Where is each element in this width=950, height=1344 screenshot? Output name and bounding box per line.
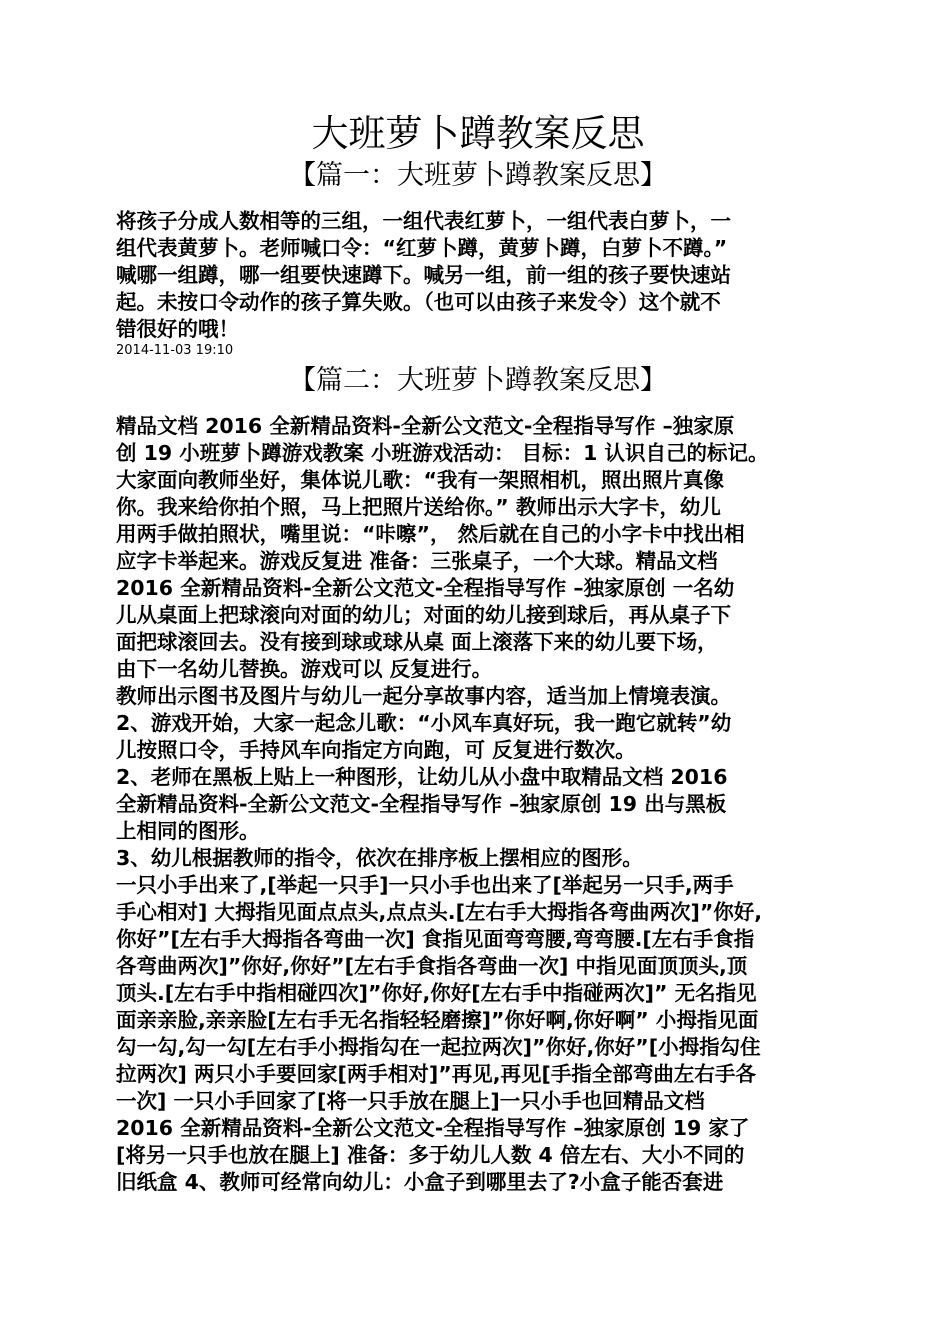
text-line: 教师出示图书及图片与幼儿一起分享故事内容，适当加上情境表演。 bbox=[116, 684, 731, 708]
text-line: 2、老师在黑板上贴上一种图形，让幼儿从小盘中取精品文档 2016 bbox=[116, 765, 728, 789]
text-line: 精品文档 2016 全新精品资料-全新公文范文-全程指导写作 –独家原 bbox=[116, 414, 735, 438]
text-line: 全新精品资料-全新公文范文-全程指导写作 –独家原创 19 出与黑板 bbox=[116, 792, 727, 816]
section-1-body bbox=[116, 208, 840, 343]
text-line: 勾一勾,勾一勾[左右手小拇指勾在一起拉两次]”你好,你好”[小拇指勾住 bbox=[116, 1035, 761, 1059]
section-heading-1: 【篇一：大班萝卜蹲教案反思】 bbox=[289, 160, 667, 191]
text-line: 由下一名幼儿替换。游戏可以 反复进行。 bbox=[116, 657, 493, 681]
text-line: 各弯曲两次]”你好,你好”[左右手食指各弯曲一次] 中指见面顶顶头,顶 bbox=[116, 954, 748, 978]
text-line: 一次] 一只小手回家了[将一只手放在腿上]一只小手也回精品文档 bbox=[116, 1089, 705, 1113]
text-line: 儿从桌面上把球滚向对面的幼儿；对面的幼儿接到球后，再从桌子下 bbox=[116, 603, 731, 627]
text-line: 儿按照口令，手持风车向指定方向跑，可 反复进行数次。 bbox=[116, 738, 636, 762]
text-line: 起。未按口令动作的孩子算失败。（也可以由孩子来发令）这个就不 bbox=[116, 290, 721, 314]
text-line: 错很好的哦！ bbox=[116, 317, 239, 341]
text-line: 用两手做拍照状，嘴里说：“咔嚓”， 然后就在自己的小字卡中找出相 bbox=[116, 522, 745, 546]
document-title: 大班萝卜蹲教案反思 bbox=[311, 112, 645, 155]
section-heading-2: 【篇二：大班萝卜蹲教案反思】 bbox=[289, 365, 667, 396]
text-line: 创 19 小班萝卜蹲游戏教案 小班游戏活动： 目标：1 认识自己的标记。 bbox=[116, 441, 769, 465]
text-line: 3、幼儿根据教师的指令，依次在排序板上摆相应的图形。 bbox=[116, 846, 643, 870]
text-line: 2016 全新精品资料-全新公文范文-全程指导写作 –独家原创 19 家了 bbox=[116, 1116, 750, 1140]
text-line: 上相同的图形。 bbox=[116, 819, 260, 843]
text-line: 手心相对] 大拇指见面点点头,点点头.[左右手大拇指各弯曲两次]”你好, bbox=[116, 900, 763, 924]
text-line: 应字卡举起来。游戏反复进 准备：三张桌子，一个大球。精品文档 bbox=[116, 549, 718, 573]
text-line: 组代表黄萝卜。老师喊口令：“红萝卜蹲，黄萝卜蹲，白萝卜不蹲。” bbox=[116, 236, 728, 260]
text-line: 大家面向教师坐好，集体说儿歌：“我有一架照相机，照出照片真像 bbox=[116, 468, 724, 492]
text-line: 喊哪一组蹲，哪一组要快速蹲下。喊另一组，前一组的孩子要快速站 bbox=[116, 263, 731, 287]
text-line: 面把球滚回去。没有接到球或球从桌 面上滚落下来的幼儿要下场， bbox=[116, 630, 718, 654]
text-line: 你好”[左右手大拇指各弯曲一次] 食指见面弯弯腰,弯弯腰.[左右手食指 bbox=[116, 927, 755, 951]
document-page bbox=[116, 110, 840, 1196]
text-line: 顶头.[左右手中指相碰四次]”你好,你好[左右手中指碰两次]” 无名指见 bbox=[116, 981, 757, 1005]
text-line: 拉两次] 两只小手要回家[两手相对]”再见,再见[手指全部弯曲左右手各 bbox=[116, 1062, 756, 1086]
text-line: [将另一只手也放在腿上] 准备：多于幼儿人数 4 倍左右、大小不同的 bbox=[116, 1143, 745, 1167]
text-line: 一只小手出来了,[举起一只手]一只小手也出来了[举起另一只手,两手 bbox=[116, 873, 734, 897]
text-line: 将孩子分成人数相等的三组，一组代表红萝卜，一组代表白萝卜，一 bbox=[116, 209, 731, 233]
text-line: 2、游戏开始，大家一起念儿歌：“小风车真好玩，我一跑它就转”幼 bbox=[116, 711, 732, 735]
section-2-body bbox=[116, 413, 840, 1196]
text-line: 2016 全新精品资料-全新公文范文-全程指导写作 –独家原创 一名幼 bbox=[116, 576, 735, 600]
post-timestamp: 2014-11-03 19:10 bbox=[116, 343, 234, 358]
text-line: 旧纸盒 4、教师可经常向幼儿：小盒子到哪里去了?小盒子能否套进 bbox=[116, 1170, 724, 1194]
text-line: 你。我来给你拍个照，马上把照片送给你。” 教师出示大字卡，幼儿 bbox=[116, 495, 721, 519]
text-line: 面亲亲脸,亲亲脸[左右手无名指轻轻磨擦]”你好啊,你好啊” 小拇指见面 bbox=[116, 1008, 759, 1032]
